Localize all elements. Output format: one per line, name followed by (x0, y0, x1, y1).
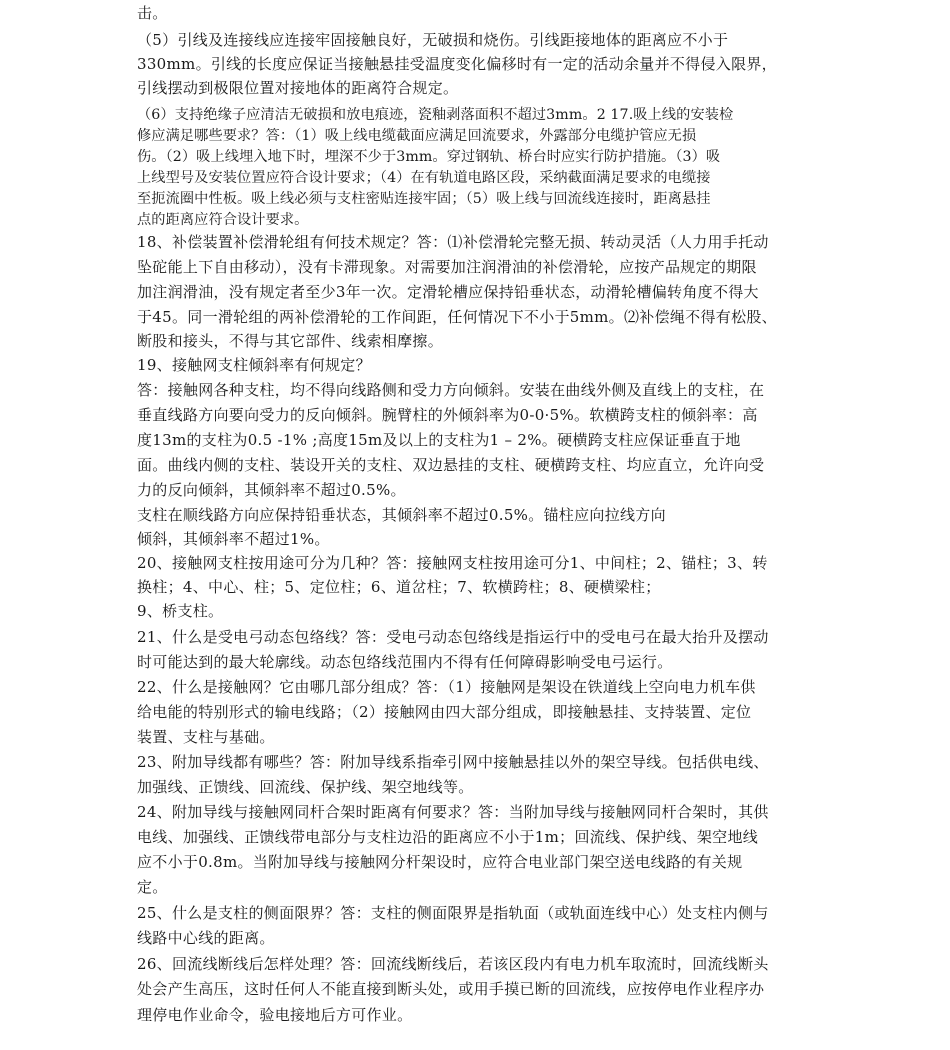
text-line: 坠砣能上下自由移动），没有卡滞现象。对需要加注润滑油的补偿滑轮，应按产品规定的期限 (137, 258, 757, 276)
text-line: 至扼流圈中性板。吸上线必须与支柱密贴连接牢固；（5）吸上线与回流线连接时，距离悬挂 (137, 191, 711, 207)
text-line: 伤。（2）吸上线埋入地下时，埋深不少于3mm。穿过钢轨、桥台时应实行防护措施。（3）吸 (137, 149, 721, 165)
text-line: 加注润滑油，没有规定者至少3年一次。定滑轮槽应保持铅垂状态，动滑轮槽偏转角度不得大 (137, 283, 759, 301)
text-line: 处会产生高压，这时任何人不能直接到断头处，或用手摸已断的回流线，应按停电作业程序办 (137, 980, 765, 998)
text-line: 装置、支柱与基础。 (137, 728, 275, 746)
text-line: 点的距离应符合设计要求。 (137, 212, 309, 228)
text-line: 支柱在顺线路方向应保持铅垂状态，其倾斜率不超过0.5%。锚柱应向拉线方向 (137, 506, 666, 524)
text-line: 垂直线路方向要向受力的反向倾斜。腕臂柱的外倾斜率为0-0·5%。软横跨支柱的倾斜率：高 (137, 406, 758, 424)
text-line: 26、回流线断线后怎样处理？答：回流线断线后，若该区段内有电力机车取流时，回流线断头 (137, 955, 769, 973)
text-line: 面。曲线内侧的支柱、装设开关的支柱、双边悬挂的支柱、硬横跨支柱、均应直立，允许向受 (137, 456, 765, 474)
text-line: 19、接触网支柱倾斜率有何规定？ (137, 356, 371, 374)
text-line: 修应满足哪些要求？答：（1）吸上线电缆截面应满足回流要求，外露部分电缆护管应无损 (137, 128, 697, 144)
text-line: 给电能的特别形式的输电线路；（2）接触网由四大部分组成，即接触悬挂、支持装置、定位 (137, 703, 752, 721)
text-line: 断股和接头，不得与其它部件、线索相摩擦。 (137, 332, 444, 350)
text-line: 倾斜，其倾斜率不超过1%。 (137, 530, 330, 548)
text-line: 答：接触网各种支柱，均不得向线路侧和受力方向倾斜。安装在曲线外侧及直线上的支柱，在 (137, 381, 765, 399)
text-line: 力的反向倾斜，其倾斜率不超过0.5%。 (137, 481, 406, 499)
text-line: 23、附加导线都有哪些？答：附加导线系指牵引网中接触悬挂以外的架空导线。包括供电线、 (137, 753, 769, 771)
text-line: 度13m的支柱为0.5 -1% ;高度15m及以上的支柱为1 – 2%。硬横跨支柱应保证垂直于地 (137, 431, 741, 449)
text-line: 21、什么是受电弓动态包络线？答：受电弓动态包络线是指运行中的受电弓在最大抬升及摆动 (137, 628, 769, 646)
text-line: 330mm。引线的长度应保证当接触悬挂受温度变化偏移时有一定的活动余量并不得侵入限界， (137, 55, 777, 73)
text-line: 25、什么是支柱的侧面限界？答：支柱的侧面限界是指轨面（或轨面连线中心）处支柱内侧与 (137, 904, 769, 922)
text-line: 于45。同一滑轮组的两补偿滑轮的工作间距，任何情况下不小于5mm。⑵补偿绳不得有松股、 (137, 308, 777, 326)
text-line: 电线、加强线、正馈线带电部分与支柱边沿的距离应不小于1m；回流线、保护线、架空地线 (137, 828, 759, 846)
text-line: （5）引线及连接线应连接牢固接触良好，无破损和烧伤。引线距接地体的距离应不小于 (137, 31, 729, 49)
text-line: 22、什么是接触网？它由哪几部分组成？答：（1）接触网是架设在铁道线上空向电力机车供 (137, 678, 756, 696)
text-line: 击。 (137, 4, 168, 22)
text-line: 加强线、正馈线、回流线、保护线、架空地线等。 (137, 778, 474, 796)
text-line: 上线型号及安装位置应符合设计要求；（4）在有轨道电路区段，采纳截面满足要求的电缆接 (137, 170, 711, 186)
text-line: 定。 (137, 878, 168, 896)
text-line: 线路中心线的距离。 (137, 929, 275, 947)
text-line: （6）支持绝缘子应清洁无破损和放电痕迹，瓷釉剥落面积不超过3mm。2 17.吸上线的安装检 (137, 107, 734, 123)
text-line: 9、桥支柱。 (137, 602, 224, 620)
text-line: 理停电作业命令，验电接地后方可作业。 (137, 1006, 413, 1024)
text-line: 换柱；4、中心、柱；5、定位柱；6、道岔柱；7、软横跨柱；8、硬横梁柱； (137, 578, 661, 596)
text-line: 应不小于0.8m。当附加导线与接触网分杆架设时，应符合电业部门架空送电线路的有关规 (137, 853, 743, 871)
text-line: 20、接触网支柱按用途可分为几种？答：接触网支柱按用途可分1、中间柱；2、锚柱；3、转 (137, 554, 768, 572)
text-line: 18、补偿装置补偿滑轮组有何技术规定？答：⑴补偿滑轮完整无损、转动灵活（人力用手托动 (137, 233, 769, 251)
text-line: 引线摆动到极限位置对接地体的距离符合规定。 (137, 79, 459, 97)
text-line: 时可能达到的最大轮廓线。动态包络线范围内不得有任何障碍影响受电弓运行。 (137, 653, 673, 671)
text-line: 24、附加导线与接触网同杆合架时距离有何要求？答：当附加导线与接触网同杆合架时，其供 (137, 803, 769, 821)
